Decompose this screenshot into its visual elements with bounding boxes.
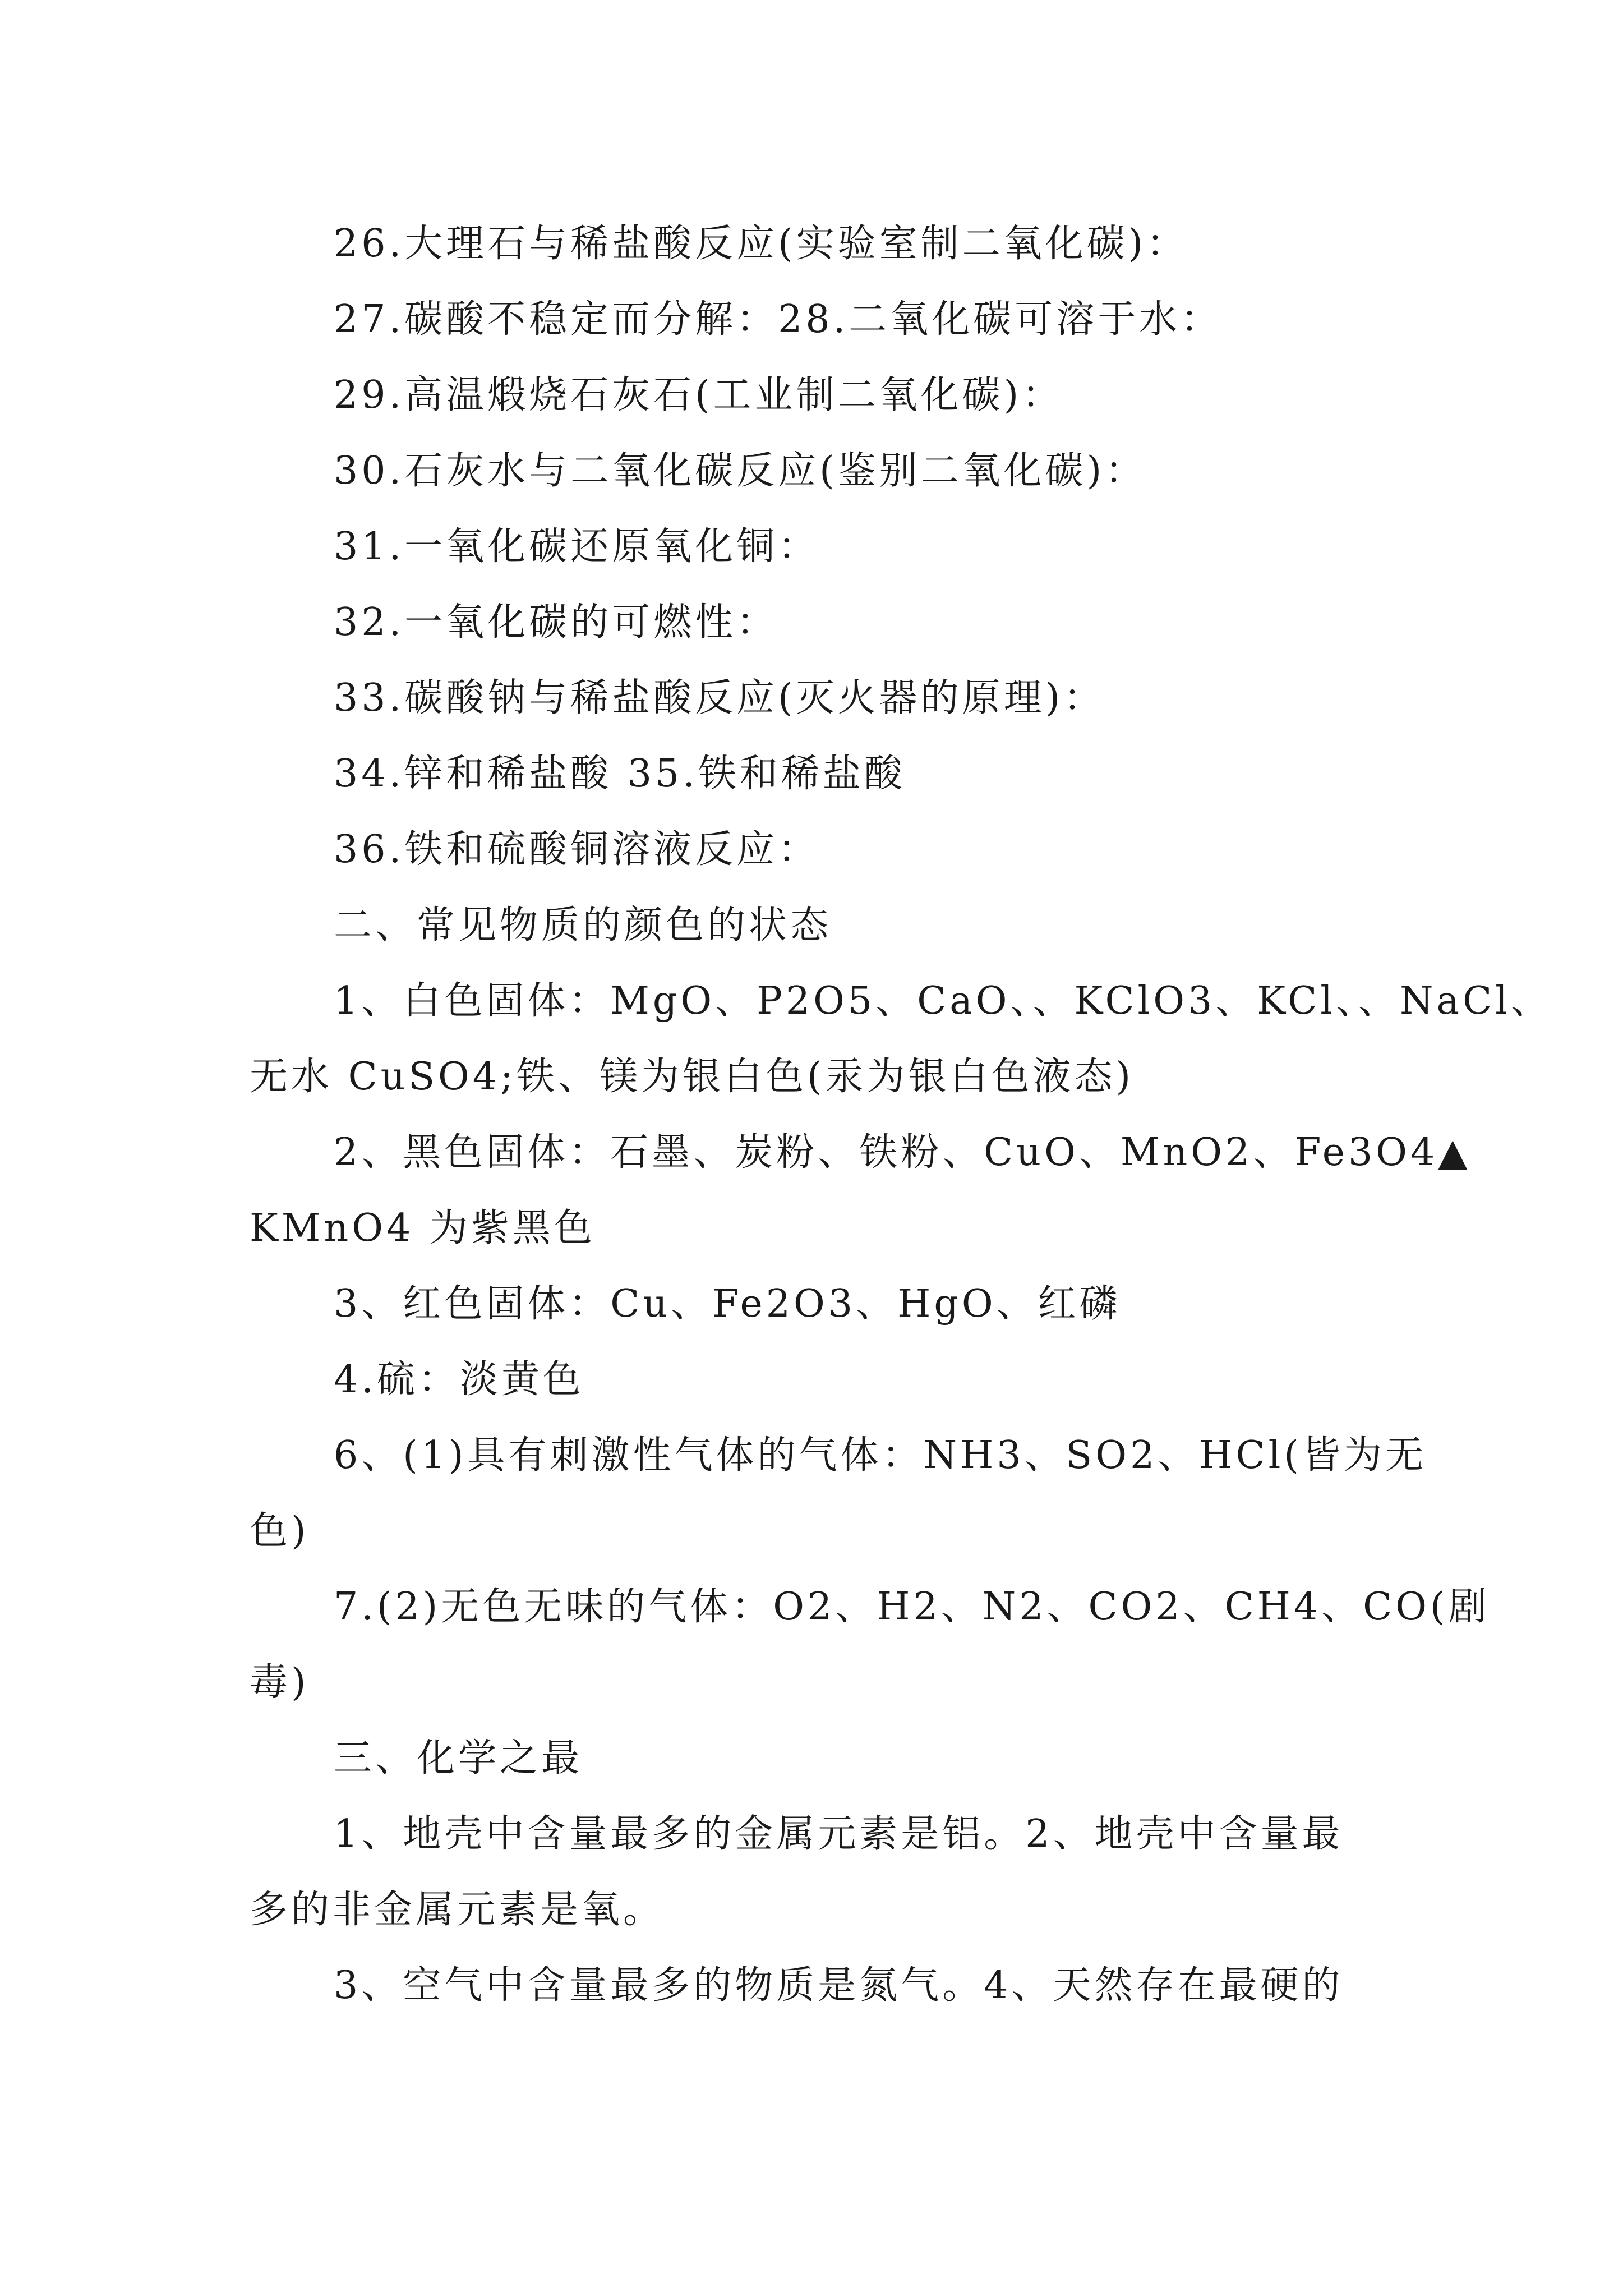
text-line: 33.碳酸钠与稀盐酸反应(灭火器的原理)： [334,676,1105,720]
text-line: 色) [250,1509,310,1553]
text-line: 31.一氧化碳还原氧化铜： [334,524,820,569]
text-line: 34.锌和稀盐酸 35.铁和稀盐酸 [334,752,906,796]
text-line: 3、空气中含量最多的物质是氮气。4、天然存在最硬的 [334,1963,1344,2008]
text-line: 多的非金属元素是氧。 [250,1888,665,1932]
text-line: 30.石灰水与二氧化碳反应(鉴别二氧化碳)： [334,449,1147,493]
text-line: 32.一氧化碳的可燃性： [334,600,778,645]
text-line: 4.硫：淡黄色 [334,1358,584,1402]
text-line: KMnO4 为紫黑色 [250,1206,596,1250]
text-line: 2、黑色固体：石墨、炭粉、铁粉、CuO、MnO2、Fe3O4▲ [334,1130,1471,1175]
section-heading: 二、常见物质的颜色的状态 [334,903,832,947]
text-line: 毒) [250,1660,310,1705]
text-line: 1、白色固体：MgO、P2O5、CaO、、KClO3、KCl、、NaCl、 [334,979,1552,1023]
section-heading: 三、化学之最 [334,1736,583,1780]
text-line: 1、地壳中含量最多的金属元素是铝。2、地壳中含量最 [334,1812,1344,1856]
text-line: 27.碳酸不稳定而分解：28.二氧化碳可溶于水： [334,297,1223,342]
text-line: 29.高温煅烧石灰石(工业制二氧化碳)： [334,373,1064,417]
text-line: 26.大理石与稀盐酸反应(实验室制二氧化碳)： [334,222,1188,266]
text-line: 6、(1)具有刺激性气体的气体：NH3、SO2、HCl(皆为无 [334,1433,1427,1478]
text-line: 7.(2)无色无味的气体：O2、H2、N2、CO2、CH4、CO(剧 [334,1585,1490,1629]
text-line: 3、红色固体：Cu、Fe2O3、HgO、红磷 [334,1282,1121,1326]
text-line: 无水 CuSO4;铁、镁为银白色(汞为银白色液态) [250,1055,1135,1099]
text-line: 36.铁和硫酸铜溶液反应： [334,827,820,872]
